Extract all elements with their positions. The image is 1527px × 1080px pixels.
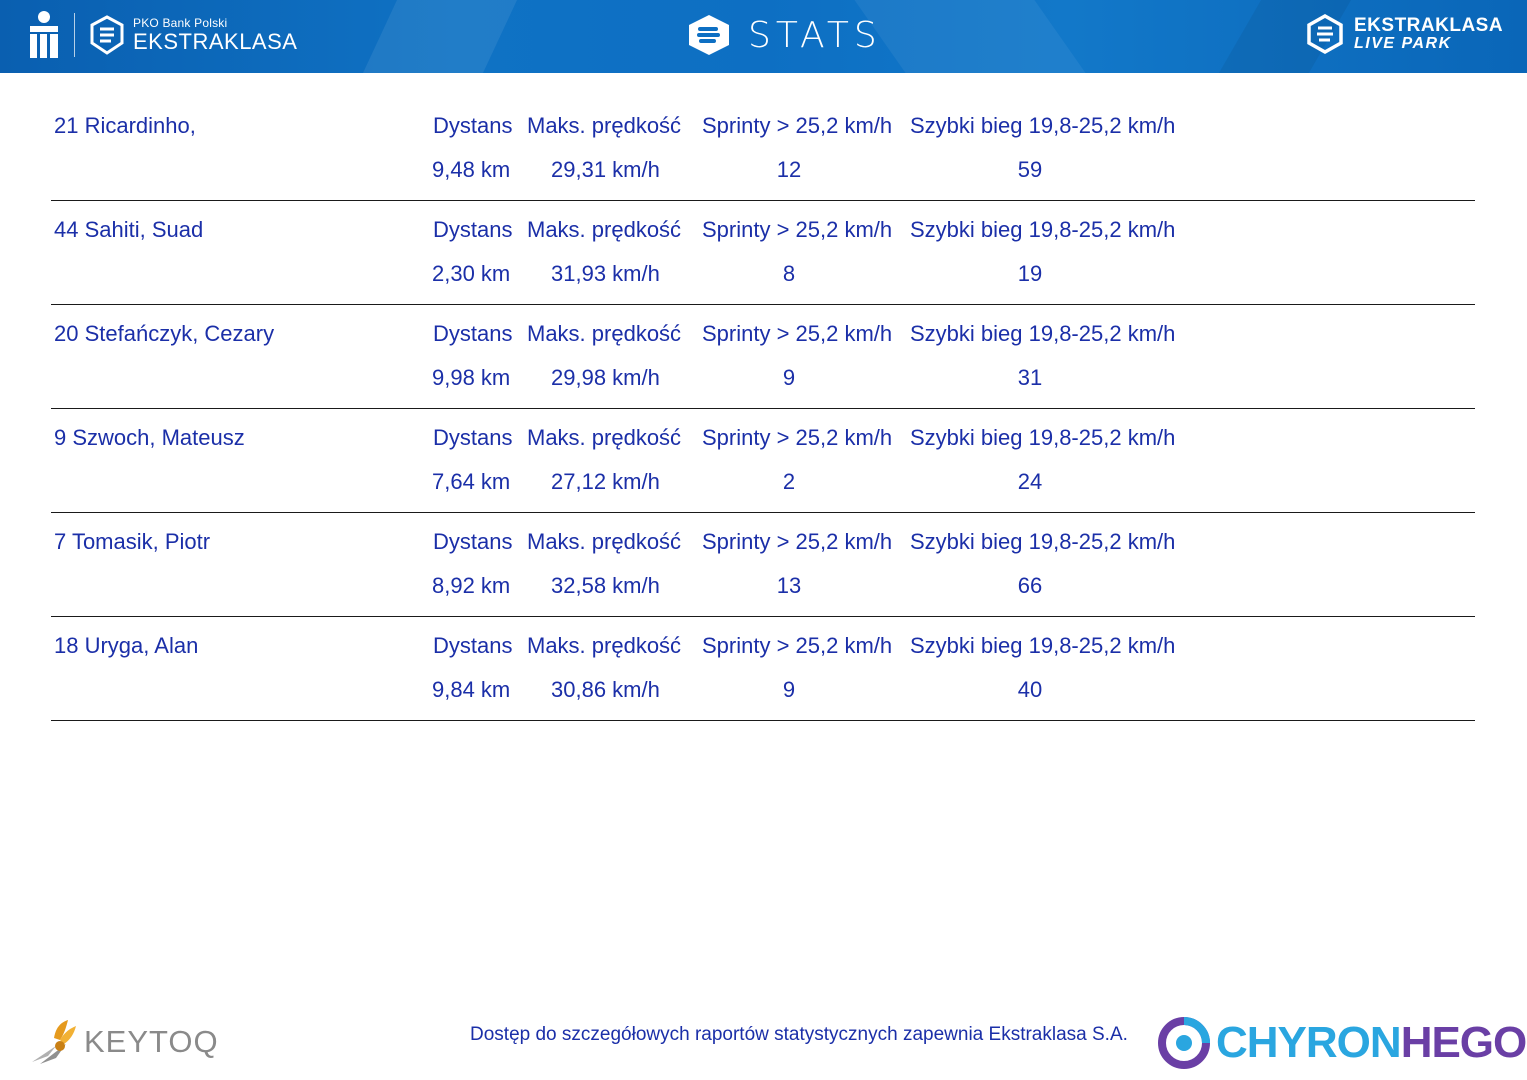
ekstraklasa-e-icon bbox=[1306, 14, 1344, 54]
brand-big-text: EKSTRAKLASA bbox=[133, 29, 298, 54]
pko-logo-icon bbox=[26, 10, 62, 60]
keytoq-logo[interactable] bbox=[26, 1016, 219, 1068]
player-name: 20 Stefańczyk, Cezary bbox=[54, 321, 275, 346]
keytoq-rabbit-icon bbox=[26, 1016, 80, 1068]
header-sprinty: Sprinty > 25,2 km/h bbox=[702, 321, 893, 346]
header-szybki-bieg: Szybki bieg 19,8-25,2 km/h bbox=[910, 113, 1176, 138]
player-row bbox=[51, 617, 1475, 721]
header-dystans: Dystans bbox=[433, 217, 513, 242]
value-sprinty: 8 bbox=[782, 261, 796, 286]
value-maks-predkosc: 29,31 km/h bbox=[551, 157, 660, 182]
header-sprinty: Sprinty > 25,2 km/h bbox=[702, 425, 893, 450]
header-szybki-bieg: Szybki bieg 19,8-25,2 km/h bbox=[910, 217, 1176, 242]
footer-note: Dostęp do szczegółowych raportów statystycznych zapewnia Ekstraklasa S.A. bbox=[470, 1024, 1128, 1045]
player-name: 7 Tomasik, Piotr bbox=[54, 529, 211, 554]
value-sprinty: 9 bbox=[782, 365, 796, 390]
header-dystans: Dystans bbox=[433, 633, 513, 658]
header-sprinty: Sprinty > 25,2 km/h bbox=[702, 633, 893, 658]
player-name: 21 Ricardinho, bbox=[54, 113, 196, 138]
value-szybki-bieg: 40 bbox=[1017, 677, 1043, 702]
header-szybki-bieg: Szybki bieg 19,8-25,2 km/h bbox=[910, 529, 1176, 554]
chyron-text: CHYRON bbox=[1216, 1018, 1401, 1067]
ekstraklasa-live-park-logo[interactable] bbox=[1306, 14, 1503, 54]
value-maks-predkosc: 27,12 km/h bbox=[551, 469, 660, 494]
stats-title bbox=[686, 13, 882, 57]
chyronhego-logo[interactable] bbox=[1156, 1016, 1526, 1070]
value-szybki-bieg: 24 bbox=[1017, 469, 1043, 494]
value-szybki-bieg: 66 bbox=[1017, 573, 1043, 598]
value-sprinty: 13 bbox=[776, 573, 802, 598]
header-maks-predkosc: Maks. prędkość bbox=[527, 113, 682, 138]
keytoq-text: KEYTOQ bbox=[84, 1024, 219, 1059]
header-maks-predkosc: Maks. prędkość bbox=[527, 321, 682, 346]
header-dystans: Dystans bbox=[433, 113, 513, 138]
live-park-line1: EKSTRAKLASA bbox=[1354, 15, 1504, 36]
brand-small-text: PKO Bank Polski bbox=[133, 16, 228, 30]
value-szybki-bieg: 59 bbox=[1017, 157, 1043, 182]
header-decoration bbox=[854, 0, 1085, 73]
player-name: 44 Sahiti, Suad bbox=[54, 217, 204, 242]
value-sprinty: 2 bbox=[782, 469, 796, 494]
header-dystans: Dystans bbox=[433, 529, 513, 554]
value-dystans: 9,98 km bbox=[432, 365, 511, 390]
ekstraklasa-e-icon bbox=[686, 13, 732, 57]
value-szybki-bieg: 31 bbox=[1017, 365, 1043, 390]
value-dystans: 2,30 km bbox=[432, 261, 511, 286]
value-dystans: 9,48 km bbox=[432, 157, 511, 182]
header-sprinty: Sprinty > 25,2 km/h bbox=[702, 529, 893, 554]
page-title: STATS bbox=[748, 14, 882, 56]
value-maks-predkosc: 32,58 km/h bbox=[551, 573, 660, 598]
pko-ekstraklasa-logo[interactable] bbox=[26, 10, 297, 60]
header-szybki-bieg: Szybki bieg 19,8-25,2 km/h bbox=[910, 425, 1176, 450]
header-maks-predkosc: Maks. prędkość bbox=[527, 529, 682, 554]
value-szybki-bieg: 19 bbox=[1017, 261, 1043, 286]
value-dystans: 8,92 km bbox=[432, 573, 511, 598]
value-sprinty: 9 bbox=[782, 677, 796, 702]
header-szybki-bieg: Szybki bieg 19,8-25,2 km/h bbox=[910, 633, 1176, 658]
player-row bbox=[51, 201, 1475, 305]
player-row bbox=[51, 513, 1475, 617]
header-bar bbox=[0, 0, 1527, 73]
chyronhego-swirl-icon bbox=[1156, 1016, 1212, 1070]
player-row bbox=[51, 409, 1475, 513]
header-szybki-bieg: Szybki bieg 19,8-25,2 km/h bbox=[910, 321, 1176, 346]
value-sprinty: 12 bbox=[776, 157, 802, 182]
header-sprinty: Sprinty > 25,2 km/h bbox=[702, 217, 893, 242]
hego-text: HEGO bbox=[1400, 1018, 1527, 1067]
value-maks-predkosc: 31,93 km/h bbox=[551, 261, 660, 286]
logo-divider bbox=[74, 13, 75, 57]
live-park-line2: LIVE PARK bbox=[1354, 35, 1452, 52]
player-row bbox=[51, 97, 1475, 201]
header-dystans: Dystans bbox=[433, 425, 513, 450]
player-name: 18 Uryga, Alan bbox=[54, 633, 199, 658]
header-maks-predkosc: Maks. prędkość bbox=[527, 425, 682, 450]
header-maks-predkosc: Maks. prędkość bbox=[527, 217, 682, 242]
ekstraklasa-shield-icon bbox=[89, 15, 125, 55]
value-dystans: 9,84 km bbox=[432, 677, 511, 702]
header-dystans: Dystans bbox=[433, 321, 513, 346]
player-row bbox=[51, 305, 1475, 409]
value-dystans: 7,64 km bbox=[432, 469, 511, 494]
player-name: 9 Szwoch, Mateusz bbox=[54, 425, 245, 450]
value-maks-predkosc: 29,98 km/h bbox=[551, 365, 660, 390]
header-sprinty: Sprinty > 25,2 km/h bbox=[702, 113, 893, 138]
header-maks-predkosc: Maks. prędkość bbox=[527, 633, 682, 658]
value-maks-predkosc: 30,86 km/h bbox=[551, 677, 660, 702]
player-stats-list bbox=[51, 97, 1475, 721]
header-decoration bbox=[363, 0, 517, 73]
